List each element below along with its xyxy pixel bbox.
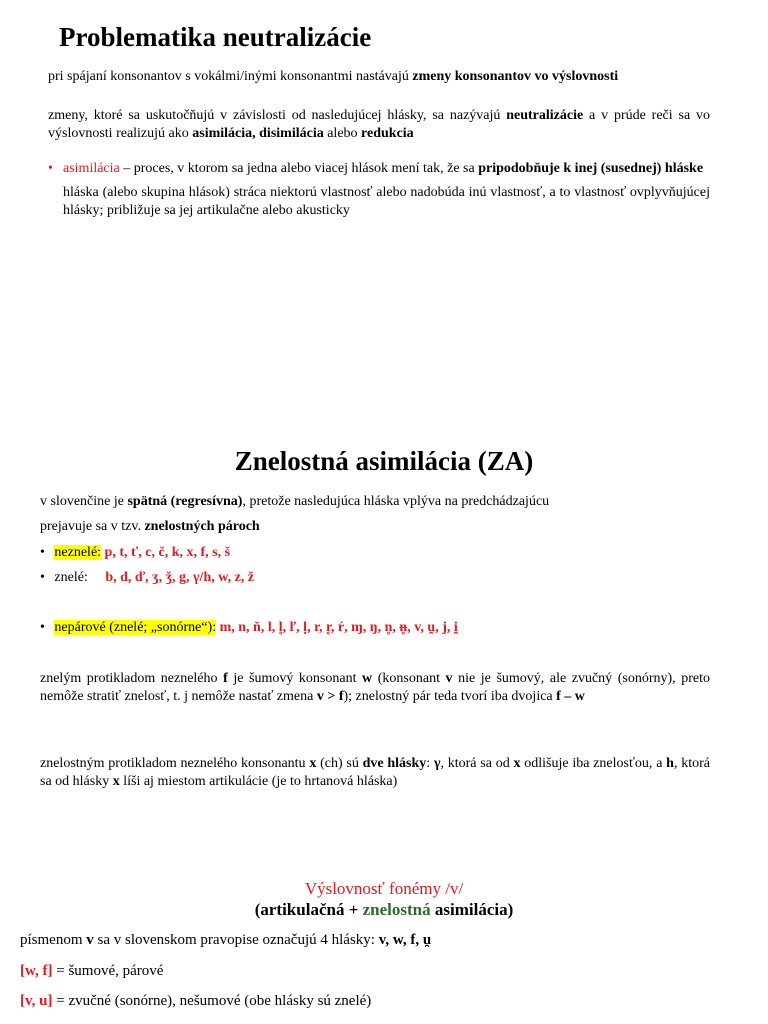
voiced-pairs xyxy=(40,569,730,587)
text-run: sa v slovenskom pravopise označujú 4 hlásky: xyxy=(93,932,379,948)
text-run-bold: γ xyxy=(433,756,441,771)
section1-paragraph2 xyxy=(48,107,710,143)
label-neparove: nepárové (znelé; „sonórne“): xyxy=(54,620,217,635)
text-run-bold: x xyxy=(513,756,521,771)
text-run-bold: f xyxy=(223,671,228,686)
text-run: , ktorá sa od hlásky xyxy=(40,756,710,789)
section1-paragraph1 xyxy=(48,68,728,86)
text-run-bold: v > f xyxy=(316,689,344,704)
section3-paragraph3 xyxy=(20,991,740,1011)
voiced-list: b, d, ď, ʒ, ǯ, g, γ/h, w, z, ž xyxy=(105,570,254,585)
struck-letter: n̥ xyxy=(399,620,408,635)
text-run-bold: w xyxy=(362,671,373,686)
section2-paragraph-f-w xyxy=(40,670,710,706)
text-run: a v prúde reči sa vo výslovnosti realizujú ako xyxy=(48,108,711,141)
text-run: nie je šumový, ale zvučný (sonórny), preto nemôže stratiť znelosť, t. j nemôže nastať zmena xyxy=(40,671,710,704)
text-run: pri spájaní konsonantov s vokálmi/inými konsonantmi nastávajú xyxy=(48,69,413,84)
text-run-bold: zmeny konsonantov vo výslovnosti xyxy=(412,69,619,84)
text-run-red: [w, f] xyxy=(20,963,53,979)
text-run: = šumové, párové xyxy=(52,963,164,979)
term-asimilacia: asimilácia xyxy=(63,161,120,176)
text-run: v slovenčine je xyxy=(40,494,128,509)
assimilation-bullet xyxy=(48,160,710,220)
text-run: ); znelostný pár teda tvorí iba dvojica xyxy=(343,689,557,704)
unpaired-sonorants xyxy=(40,619,730,637)
text-run: , pretože nasledujúca hláska vplýva na predchádzajúcu xyxy=(242,494,550,509)
voiceless-list: p, t, ť, c, č, k, x, f, s, š xyxy=(104,545,231,560)
section2-paragraph-x xyxy=(40,755,710,791)
text-run-bold: redukcia xyxy=(361,126,414,141)
text-run-bold: dve hlásky xyxy=(362,756,427,771)
bullet-icon: • xyxy=(40,545,45,560)
sonorant-list xyxy=(220,620,458,635)
text-run: znelostným protikladom neznelého konsonantu xyxy=(40,756,310,771)
text-run: alebo xyxy=(323,126,362,141)
assimilation-definition xyxy=(63,160,710,178)
label-znele: znelé: xyxy=(54,570,88,585)
text-run: znelým protikladom neznelého xyxy=(40,671,224,686)
text-run-bold: v xyxy=(86,932,94,948)
text-run-bold: x xyxy=(112,774,120,789)
text-run: – proces, v ktorom sa jedna alebo viacej hlások mení tak, že sa xyxy=(119,161,479,176)
text-run: (artikulačná + xyxy=(254,900,363,919)
text-run-bold: asimilácia, disimilácia xyxy=(192,126,324,141)
bullet-icon: • xyxy=(40,620,45,635)
text-run: líši aj miestom artikulácie (je to hrtanová hláska) xyxy=(119,774,398,789)
text-run-bold: x xyxy=(309,756,317,771)
text-run-bold: pripodobňuje k inej (susednej) hláske xyxy=(478,161,704,176)
text-run-bold: v xyxy=(445,671,453,686)
section3-subtitle xyxy=(0,899,768,921)
text-run: odlišuje iba znelosťou, a xyxy=(520,756,667,771)
section1-title: Problematika neutralizácie xyxy=(59,22,372,52)
text-run: , v, u̯, j, i̯ xyxy=(407,620,458,635)
text-run: písmenom xyxy=(20,932,87,948)
text-run: , ktorá sa od xyxy=(440,756,514,771)
label-neznele: neznelé: xyxy=(54,545,102,560)
section2-title: Znelostná asimilácia (ZA) xyxy=(234,446,534,476)
section3-paragraph1 xyxy=(20,930,740,950)
text-run: je šumový konsonant xyxy=(227,671,363,686)
section3-title: Výslovnosť fonémy /v/ xyxy=(304,879,464,898)
section2-paragraph2 xyxy=(40,518,730,536)
assimilation-subtext: hláska (alebo skupina hlások) stráca niektorú vlastnosť alebo nadobúda inú vlastnosť, a to vlastnosť ovplyvňujúcej hlásky; približuje sa jej artikulačne alebo akusticky xyxy=(63,185,710,218)
text-run-bold: neutralizácie xyxy=(506,108,584,123)
text-run-red: [v, u] xyxy=(20,993,53,1009)
section3-paragraph2 xyxy=(20,961,740,981)
text-run: prejavuje sa v tzv. xyxy=(40,519,145,534)
text-run-bold: spätná (regresívna) xyxy=(127,494,243,509)
section2-paragraph1 xyxy=(40,493,730,511)
text-run: (ch) sú xyxy=(316,756,363,771)
bullet-icon: • xyxy=(40,570,45,585)
text-run: (konsonant xyxy=(372,671,446,686)
bullet-icon: • xyxy=(48,161,53,176)
text-run: : xyxy=(426,756,434,771)
text-run: zmeny, ktoré sa uskutočňujú v závislosti od nasledujúcej hlásky, sa nazývajú xyxy=(48,108,507,123)
text-run-bold: znelostných pároch xyxy=(144,519,260,534)
text-run: = zvučné (sonórne), nešumové (obe hlásky sú znelé) xyxy=(52,993,372,1009)
text-run: asimilácia) xyxy=(430,900,514,919)
text-run: m, n, ň, l, l̥, ľ, ḷ, r, r̥, ŕ, ɱ, ŋ, n̥, xyxy=(219,620,400,635)
voiceless-pairs xyxy=(40,544,730,562)
text-run-green: znelostná xyxy=(362,900,431,919)
text-run-bold: h xyxy=(666,756,674,771)
text-run-bold: v, w, f, u̯ xyxy=(378,932,432,948)
text-run-bold: f – w xyxy=(556,689,585,704)
